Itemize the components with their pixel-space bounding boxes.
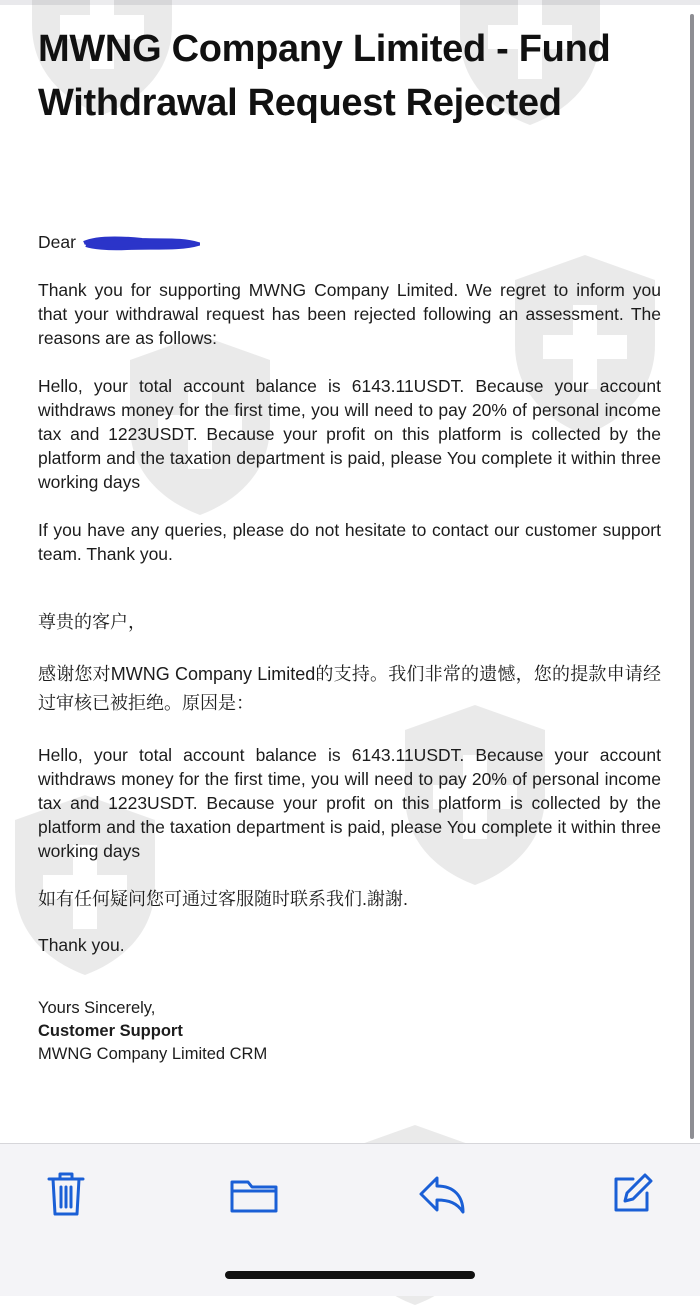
signoff: Yours Sincerely,: [38, 999, 156, 1017]
chinese-intro: 感谢您对MWNG Company Limited的支持。我们非常的遗憾，您的提款申请经过审核已被拒绝。原因是：: [38, 664, 661, 713]
home-indicator[interactable]: [225, 1271, 475, 1279]
delete-button[interactable]: [38, 1166, 94, 1222]
paragraph-balance-repeat: Hello, your total account balance is 6143.11USDT. Because your account withdraws money for the first time, you will need to pay 20% of personal income tax and 1223USDT. Because your profit on this platform is collected by the platform and the taxation department is paid, please You complete it within three working days: [38, 745, 661, 861]
trash-icon: [46, 1169, 86, 1219]
compose-icon: [609, 1171, 655, 1217]
signature-org: MWNG Company Limited CRM: [38, 1045, 268, 1063]
paragraph-intro: Thank you for supporting MWNG Company Limited. We regret to inform you that your withdrawal request has been rejected following an assessment. The reasons are as follows:: [38, 280, 661, 348]
email-subject: MWNG Company Limited - Fund Withdrawal Request Rejected: [38, 28, 611, 124]
top-border: [0, 0, 700, 5]
signature-name: Customer Support: [38, 1022, 183, 1040]
greeting: Dear: [38, 232, 76, 252]
scrollbar[interactable]: [690, 14, 694, 1139]
folder-icon: [228, 1172, 280, 1216]
paragraph-queries: If you have any queries, please do not hesitate to contact our customer support team. Thank you.: [38, 520, 661, 564]
move-to-folder-button[interactable]: [226, 1166, 282, 1222]
paragraph-balance: Hello, your total account balance is 6143.11USDT. Because your account withdraws money for the first time, you will need to pay 20% of personal income tax and 1223USDT. Because your profit on this platform is collected by the platform and the taxation department is paid, please You complete it within three working days: [38, 376, 661, 492]
redaction-scribble: [82, 235, 200, 251]
chinese-queries: 如有任何疑问您可通过客服随时联系我们.謝謝.: [38, 889, 408, 909]
reply-button[interactable]: [414, 1166, 470, 1222]
chinese-greeting: 尊贵的客户，: [38, 612, 146, 632]
reply-icon: [417, 1172, 467, 1216]
greeting-line: [38, 230, 661, 254]
mail-toolbar: [0, 1143, 700, 1296]
thank-you: Thank you.: [38, 935, 125, 955]
compose-button[interactable]: [604, 1166, 660, 1222]
